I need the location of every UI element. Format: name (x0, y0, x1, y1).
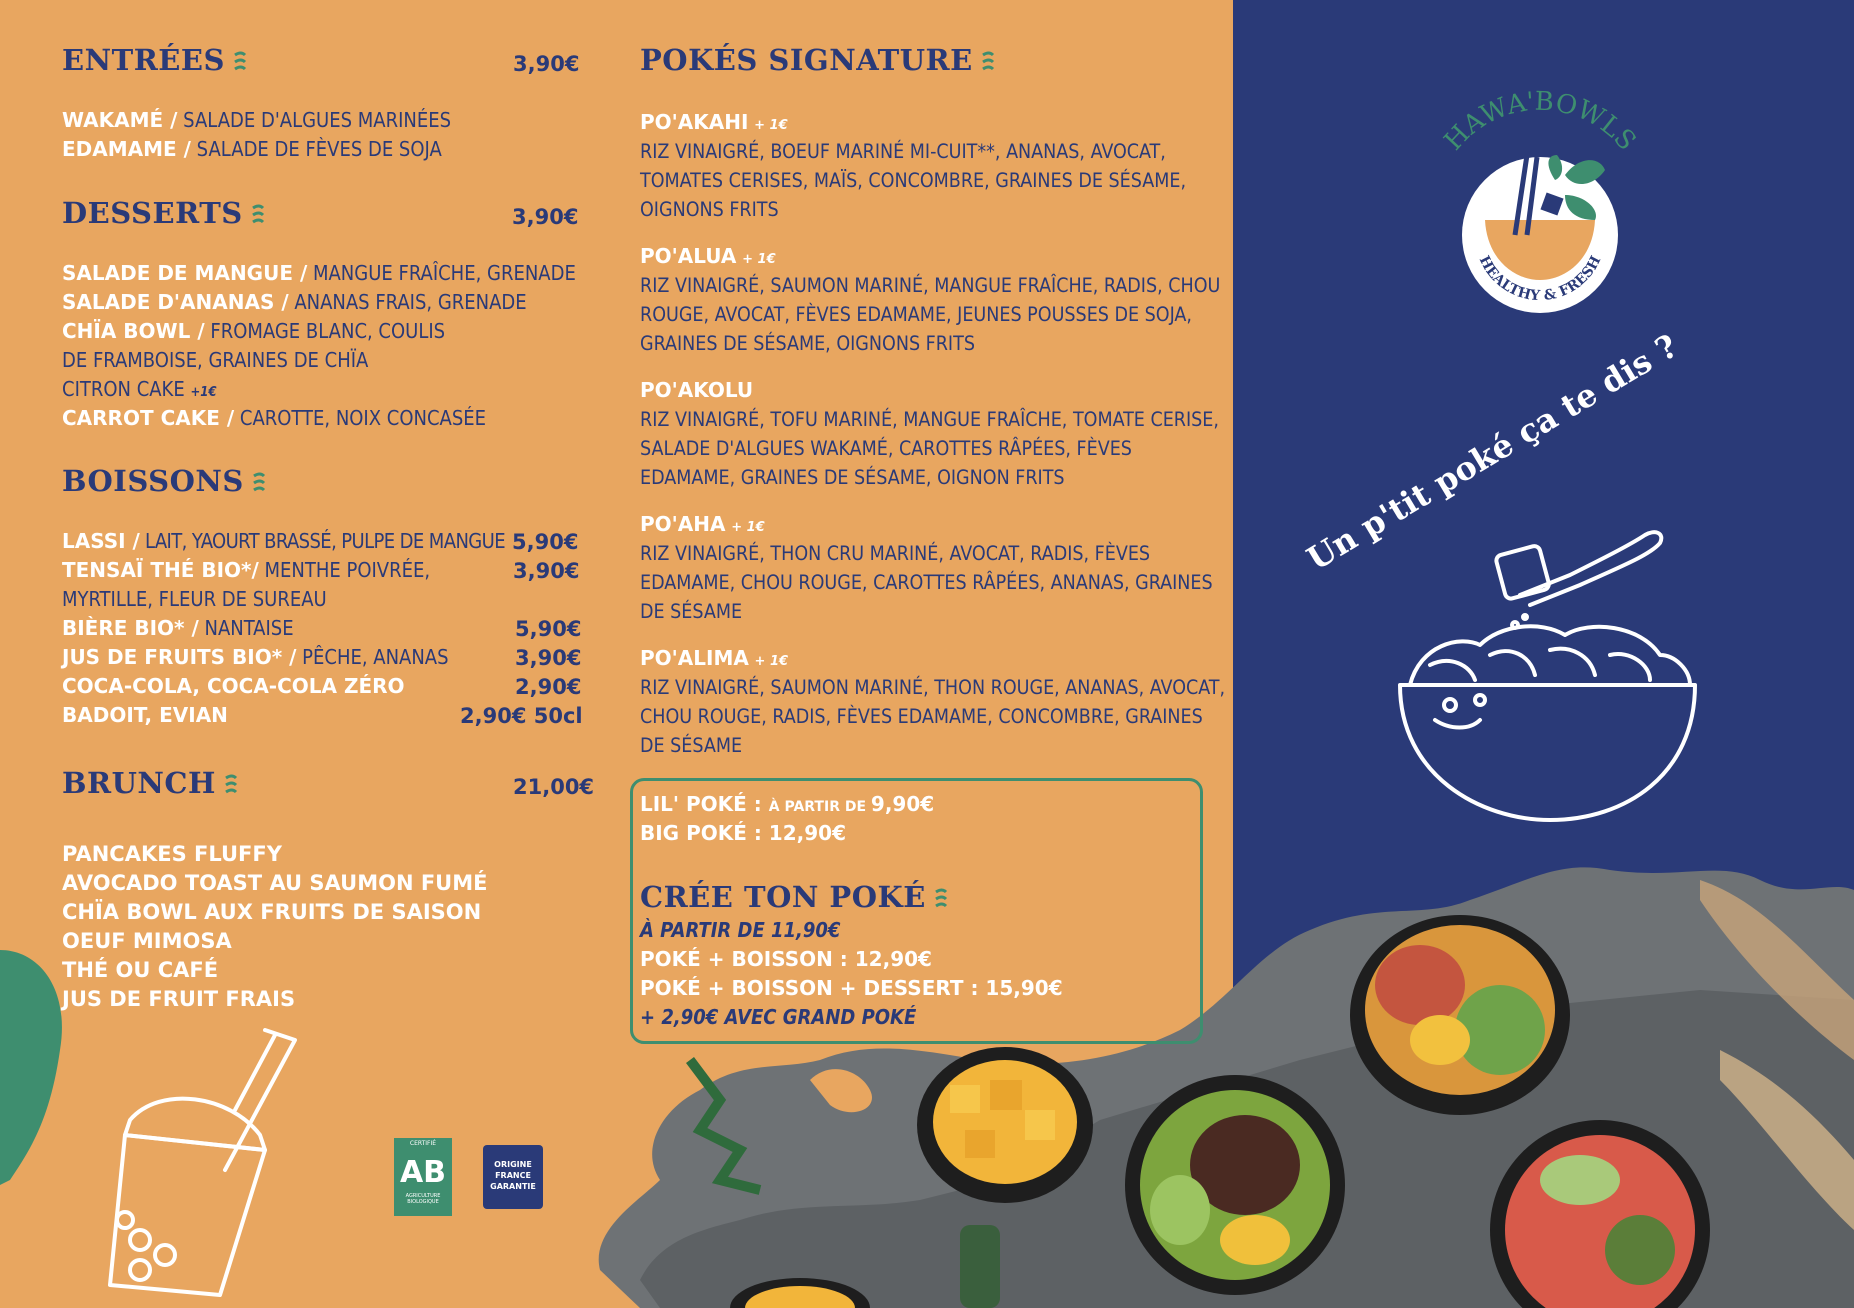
poke-desc: RIZ VINAIGRÉ, THON CRU MARINÉ, AVOCAT, RADIS, FÈVES (640, 542, 1151, 565)
sprout-icon (979, 49, 997, 75)
poke-desc: GRAINES DE SÉSAME, OIGNONS FRITS (640, 332, 975, 355)
desserts-title: DESSERTS (62, 196, 267, 230)
dessert-item: CHÏA BOWL / FROMAGE BLANC, COULIS (62, 319, 446, 343)
logo-tagline-text: HEALTHY & FRESH (1475, 253, 1605, 305)
origine-france-text: ORIGINE FRANCE GARANTIE (490, 1160, 536, 1191)
cree-ton-poke-title: CRÉE TON POKÉ (640, 880, 950, 914)
poke-desc: RIZ VINAIGRÉ, SAUMON MARINÉ, MANGUE FRAÎCHE, RADIS, CHOU (640, 274, 1221, 297)
brunch-price: 21,00€ (513, 775, 595, 799)
sprout-icon (231, 49, 249, 75)
boisson-item: COCA-COLA, COCA-COLA ZÉRO (62, 674, 405, 698)
brunch-item: JUS DE FRUIT FRAIS (62, 987, 296, 1011)
brunch-item: CHÏA BOWL AUX FRUITS DE SAISON (62, 900, 482, 924)
entrees-title: ENTRÉES (62, 43, 249, 77)
dessert-item: SALADE DE MANGUE / MANGUE FRAÎCHE, GRENADE (62, 261, 576, 285)
cree-from-price: À PARTIR DE 11,90€ (640, 918, 841, 942)
entree-item-wakame: WAKAMÉ / SALADE D'ALGUES MARINÉES (62, 108, 451, 132)
poke-name: PO'ALIMA + 1€ (640, 646, 789, 670)
logo-brand-text: HAWA'BOWLS (1438, 86, 1642, 157)
entrees-price: 3,90€ (513, 52, 580, 76)
poke-bowl-beef (1125, 1075, 1345, 1295)
boisson-item-continued: MYRTILLE, FLEUR DE SUREAU (62, 587, 327, 611)
ab-label-bottom: AGRICULTURE BIOLOGIQUE (405, 1193, 441, 1205)
entree-item-edamame: EDAMAME / SALADE DE FÈVES DE SOJA (62, 137, 442, 161)
poke-desc: RIZ VINAIGRÉ, SAUMON MARINÉ, THON ROUGE, ANANAS, AVOCAT, (640, 676, 1226, 699)
brunch-item: OEUF MIMOSA (62, 929, 232, 953)
poke-desc: TOMATES CERISES, MAÏS, CONCOMBRE, GRAINES DE SÉSAME, (640, 169, 1187, 192)
sprout-icon (249, 202, 267, 228)
sprout-icon (250, 470, 268, 496)
dessert-item-citron-cake: CITRON CAKE +1€ (62, 377, 217, 401)
ab-label-top: CERTIFIÉ (409, 1140, 437, 1147)
boisson-item: LASSI / LAIT, YAOURT BRASSÉ, PULPE DE MANGUE (62, 529, 505, 553)
boisson-price: 3,90€ (515, 646, 582, 670)
boisson-item: BIÈRE BIO* / NANTAISE (62, 616, 294, 640)
desserts-price: 3,90€ (512, 205, 579, 229)
dessert-item: SALADE D'ANANAS / ANANAS FRAIS, GRENADE (62, 290, 527, 314)
brunch-title: BRUNCH (62, 766, 240, 800)
poke-desc: OIGNONS FRITS (640, 198, 779, 221)
dessert-item-continued: DE FRAMBOISE, GRAINES DE CHÏA (62, 348, 369, 372)
poke-desc: EDAMAME, CHOU ROUGE, CAROTTES RÂPÉES, ANANAS, GRAINES (640, 571, 1213, 594)
poke-name: PO'AHA + 1€ (640, 512, 765, 536)
brunch-item: AVOCADO TOAST AU SAUMON FUMÉ (62, 871, 488, 895)
ab-label-text: AB (399, 1155, 447, 1190)
boissons-title: BOISSONS (62, 464, 268, 498)
pokes-title: POKÉS SIGNATURE (640, 43, 997, 77)
big-poke-price: BIG POKÉ : 12,90€ (640, 821, 846, 845)
poke-desc: SALADE D'ALGUES WAKAMÉ, CAROTTES RÂPÉES, FÈVES (640, 437, 1132, 460)
brunch-item: PANCAKES FLUFFY (62, 842, 282, 866)
poke-desc: DE SÉSAME (640, 734, 743, 757)
boisson-item: TENSAÏ THÉ BIO*/ MENTHE POIVRÉE, (62, 558, 431, 582)
boisson-price: 3,90€ (513, 559, 580, 583)
boisson-price: 2,90€ (515, 675, 582, 699)
combo-grand-poke: + 2,90€ AVEC GRAND POKÉ (640, 1005, 917, 1029)
poke-desc: RIZ VINAIGRÉ, TOFU MARINÉ, MANGUE FRAÎCHE, TOMATE CERISE, (640, 408, 1219, 431)
boisson-price: 5,90€ (512, 530, 579, 554)
bubble-tea-icon (70, 1025, 330, 1305)
poke-desc: CHOU ROUGE, RADIS, FÈVES EDAMAME, CONCOMBRE, GRAINES (640, 705, 1203, 728)
poke-name: PO'AKOLU (640, 378, 754, 402)
combo-poke-boisson-dessert: POKÉ + BOISSON + DESSERT : 15,90€ (640, 976, 1063, 1000)
bottle (960, 1225, 1000, 1308)
poke-desc: RIZ VINAIGRÉ, BOEUF MARINÉ MI-CUIT**, ANANAS, AVOCAT, (640, 140, 1166, 163)
poke-name: PO'AKAHI + 1€ (640, 110, 788, 134)
poke-desc: ROUGE, AVOCAT, FÈVES EDAMAME, JEUNES POUSSES DE SOJA, (640, 303, 1192, 326)
poke-bowl-mango (917, 1047, 1093, 1203)
origine-france-icon (483, 1145, 543, 1209)
combo-poke-boisson: POKÉ + BOISSON : 12,90€ (640, 947, 932, 971)
sprout-icon (222, 772, 240, 798)
lil-poke-price: LIL' POKÉ : À PARTIR DE 9,90€ (640, 792, 935, 816)
dessert-item: CARROT CAKE / CAROTTE, NOIX CONCASÉE (62, 406, 486, 430)
sprout-icon (932, 886, 950, 912)
ab-label-icon (394, 1138, 452, 1216)
poke-desc: DE SÉSAME (640, 600, 743, 623)
boisson-price: 5,90€ (515, 617, 582, 641)
boisson-price: 2,90€ 50cl (460, 704, 583, 728)
logo-subtitle (1415, 85, 1665, 325)
brunch-item: THÉ OU CAFÉ (62, 958, 219, 982)
poke-name: PO'ALUA + 1€ (640, 244, 776, 268)
boisson-item: BADOIT, EVIAN (62, 703, 228, 727)
boisson-item: JUS DE FRUITS BIO* / PÊCHE, ANANAS (62, 645, 449, 669)
poke-bowl-line-icon (1390, 505, 1710, 835)
slogan-text: Un p'tit poké ça te dis ? (1300, 326, 1685, 578)
poke-bowl-salmon-top (1350, 915, 1570, 1115)
poke-desc: EDAMAME, GRAINES DE SÉSAME, OIGNON FRITS (640, 466, 1065, 489)
